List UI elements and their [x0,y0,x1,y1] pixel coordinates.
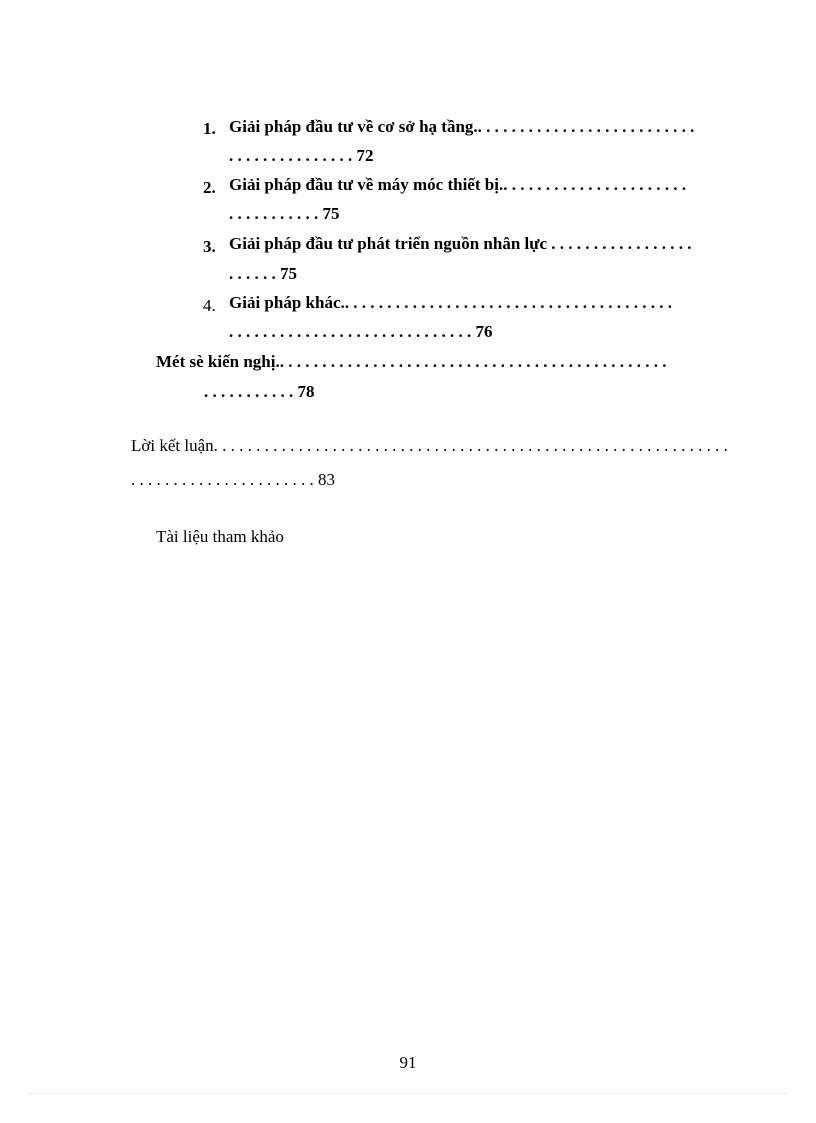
toc-item-continuation [229,203,739,225]
toc-item-title: Giải pháp đầu tư về máy móc thiết bị. [229,175,504,194]
toc-leader-dots: . . . . . . . . . . . . . . . . . . . . . . [503,175,686,194]
toc-item-title: Giải pháp đầu tư phát triển nguồn nhân lực [229,234,548,253]
toc-item-number: 2. [203,178,216,197]
toc-leader-dots: . . . . . . . . . . . . . . . [229,146,357,165]
toc-page-number: 83 [318,470,335,489]
toc-section-title: Mét sè kiến nghị. [156,352,280,371]
toc-item-number: 4. [203,296,216,315]
page-number: 91 [399,1053,417,1072]
toc-item-line [229,233,739,255]
toc-item-line [229,174,739,196]
toc-leader-dots: . . . . . . . . . . . . . . . . . [547,234,692,253]
toc-section-continuation [204,381,744,403]
toc-page-number: 72 [356,146,374,165]
toc-page-number: 75 [322,204,340,223]
toc-leader-dots: . . . . . . . . . . . . . . . . . . . . . . . . . . . . . . . . . . . . . . . . . . . . . . [279,352,667,371]
toc-item-title: Giải pháp khác. [229,293,345,312]
toc-leader-dots: . . . . . . . . . . . . . . . . . . . . . . [131,470,318,489]
toc-leader-dots: . . . . . . . . . . . . . . . . . . . . . . . . . . [477,117,695,136]
toc-page-number: 76 [475,322,493,341]
toc-leader-dots: . . . . . . . . . . . [204,382,298,401]
page-bottom-divider [28,1093,788,1094]
toc-item-line [229,292,739,314]
toc-item-number: 3. [203,237,216,256]
toc-page-number: 75 [280,264,297,283]
toc-item-continuation [229,321,739,343]
toc-item-line [229,116,739,138]
toc-section-title: Lời kết luận. [131,436,218,455]
toc-section-line [131,435,742,457]
toc-leader-dots: . . . . . . . . . . . . . . . . . . . . . . . . . . . . . . . . . . . . . . . [344,293,672,312]
toc-leader-dots: . . . . . . [229,264,280,283]
toc-item-continuation [229,263,739,285]
toc-page-number: 78 [297,382,315,401]
toc-leader-dots: . . . . . . . . . . . . . . . . . . . . . . . . . . . . . [229,322,476,341]
toc-item-continuation [229,145,739,167]
toc-section-line [156,351,742,373]
toc-item-number: 1. [203,119,216,138]
toc-leader-dots: . . . . . . . . . . . [229,204,323,223]
toc-references: Tài liệu tham khảo [156,527,284,546]
toc-item-title: Giải pháp đầu tư về cơ sở hạ tầng. [229,117,478,136]
toc-section-continuation [131,469,742,491]
toc-leader-dots: . . . . . . . . . . . . . . . . . . . . . . . . . . . . . . . . . . . . . . . . . . . . . . . . . . . . . . . . . . . . [217,436,728,455]
